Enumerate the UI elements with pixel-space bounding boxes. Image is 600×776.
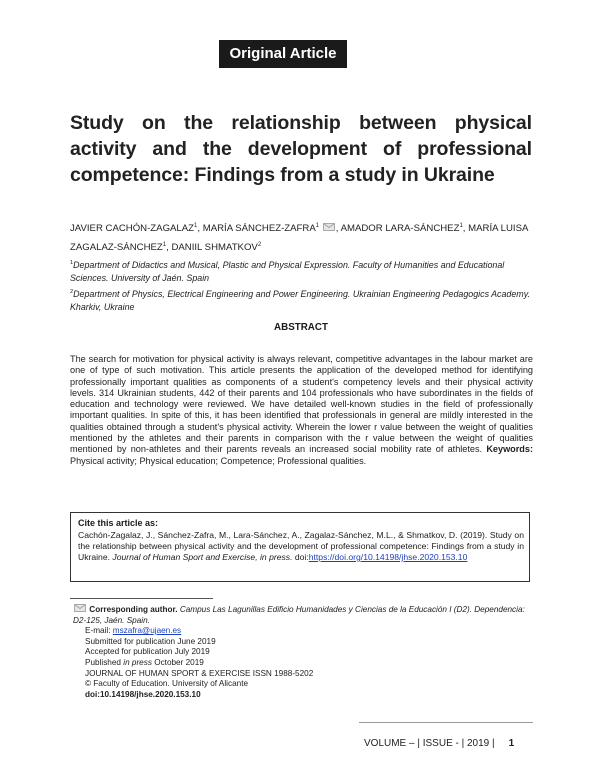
footnote-divider	[70, 598, 213, 599]
abstract-heading: ABSTRACT	[274, 322, 328, 333]
footer-divider	[359, 722, 533, 723]
abstract-body: The search for motivation for physical activity is always relevant, competitive advantages in the labour market are one of type of such motivation. This article presents the application of the developed method for identifying professionally important qualities as components of a student's competency levels and their physical activity levels. 314 Ukrainian students, 442 of their parents and 104 professionals who have subordinates in the fields of education and technology were reviewed. We have detailed well-known studies in the field of professionally important qualities. In spite of this, it has been identified that professionals in general are mildly interested in the qualities obtained through a student's physical activity. Wherein the lower r value between the weight of qualities mentioned by the athletes and their parents in comparison with the r value between the weight of qualities mentioned by non-athletes and their parents reveals an increased social mobility rate of athletes. Keywords: Physical activity; Physical education; Competence; Professional qualities.	[70, 354, 533, 466]
submitted-date: Submitted for publication June 2019	[85, 636, 216, 646]
journal-name: Journal of Human Sport and Exercise,	[112, 552, 258, 562]
article-type-badge: Original Article	[219, 40, 347, 68]
author-name: MARÍA SÁNCHEZ-ZAFRA	[202, 223, 316, 234]
page-footer	[364, 738, 514, 749]
article-title: Study on the relationship between physical activity and the development of professional competence: Findings from a study in Ukraine	[70, 112, 532, 186]
doi: doi:10.14198/jhse.2020.153.10	[85, 689, 201, 699]
doi-link[interactable]: https://doi.org/10.14198/jhse.2020.153.10	[308, 552, 468, 562]
citation-text: Cachón-Zagalaz, J., Sánchez-Zafra, M., Lara-Sánchez, A., Zagalaz-Sánchez, M.L., & Shmatkov, D. (2019). Study on the relationship between physical activity and the development of professional competence: Findings from a study in Ukraine. Journal of Human Sport and Exercise, in press. doi:https://doi.org/10.14198/jhse.2020.153.10	[78, 530, 524, 562]
envelope-icon[interactable]	[323, 223, 335, 231]
envelope-icon	[74, 604, 86, 612]
email-link[interactable]: mszafra@ujaen.es	[112, 626, 182, 636]
author-name: MARÍA LUISA ZAGALAZ-SÁNCHEZ	[70, 223, 528, 253]
journal-issn: JOURNAL OF HUMAN SPORT & EXERCISE ISSN 1988-5202	[85, 668, 314, 678]
author-name: JAVIER CACHÓN-ZAGALAZ	[70, 223, 195, 234]
affiliation: $^1$Department of Didactics and Musical, Plastic and Physical Expression. Faculty of Humanities and Educational Sciences. University of Jaén. Spain	[70, 260, 505, 283]
keywords-label: Keywords:	[486, 444, 533, 455]
keywords: Physical activity; Physical education; Competence; Professional qualities.	[70, 455, 367, 466]
accepted-date: Accepted for publication July 2019	[85, 647, 210, 657]
copyright: © Faculty of Education. University of Alicante	[85, 679, 249, 689]
author-name: DANIIL SHMATKOV	[171, 242, 258, 253]
citation-heading: Cite this article as:	[78, 518, 159, 528]
published-date: Published in press October 2019	[85, 657, 204, 667]
corresponding-label: Corresponding author.	[89, 605, 178, 614]
author-list: JAVIER CACHÓN-ZAGALAZ$^1$, MARÍA SÁNCHEZ-ZAFRA$^1$ , AMADOR LARA-SÁNCHEZ$^1$, MARÍA LUISA ZAGALAZ-SÁNCHEZ$^1$, DANIIL SHMATKOV$^2$	[70, 223, 528, 253]
corresponding-address: Campus Las Lagunillas Edificio Humanidades y Ciencias de la Educación I (D2). Dependencia: D2-125, Jaén. Spain.	[73, 605, 525, 625]
affiliation: $^2$Department of Physics, Electrical Engineering and Power Engineering. Ukrainian Engineering Pedagogics Academy. Kharkiv, Ukraine	[70, 289, 530, 312]
author-name: AMADOR LARA-SÁNCHEZ	[340, 223, 460, 234]
page-number: 1	[508, 738, 515, 749]
volume-issue: VOLUME – | ISSUE - | 2019 |	[364, 738, 495, 749]
corresponding-author-block: Corresponding author. Campus Las Lagunillas Edificio Humanidades y Ciencias de la Educación I (D2). Dependencia: D2-125, Jaén. Spain. E-mail: mszafra@ujaen.es Submitted for publication June 2019 Accepted for publication July 2019 Published in press October 2019 JOURNAL OF HUMAN SPORT & EXERCISE ISSN 1988-5202 © Faculty of Education. University of Alicante doi:10.14198/jhse.2020.153.10	[73, 604, 533, 700]
